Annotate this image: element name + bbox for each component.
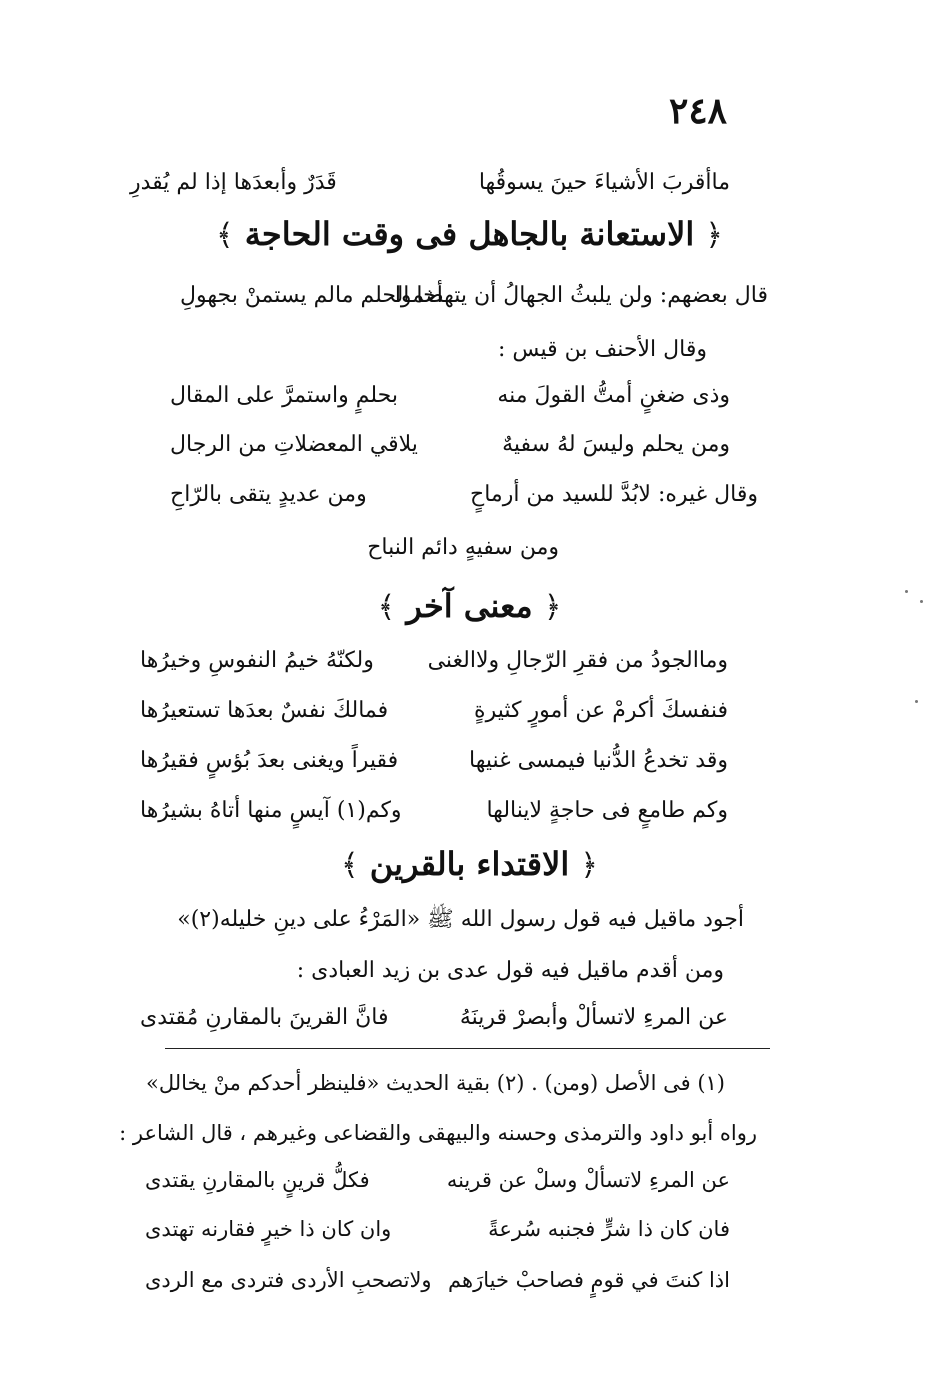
verse-line: [170, 383, 730, 423]
section-heading: [0, 587, 939, 625]
speck: [905, 590, 908, 593]
speck: [915, 700, 918, 703]
text-line: وقال الأحنف بن قيس :: [498, 337, 707, 362]
verse-line: [170, 432, 730, 472]
footnote-verse: [145, 1168, 730, 1208]
verse-line: [180, 283, 768, 323]
section-heading: [0, 845, 939, 883]
heading-text: معنى آخر: [406, 587, 533, 625]
heading-bracket-open: ﴿: [543, 590, 562, 625]
verse-second-hemistich: ولكنّهُ خيمُ النفوسِ وخيرُها: [140, 648, 374, 673]
verse-second-hemistich: فكلُّ قرينٍ بالمقارنِ يقتدى: [145, 1168, 370, 1192]
section-heading: [0, 215, 939, 253]
verse-first-hemistich: فان كان ذا شرٍّ فجنبه سُرعةً: [488, 1217, 730, 1241]
heading-text: الاقتداء بالقرين: [369, 845, 570, 883]
verse-line: [140, 748, 728, 788]
heading-text: الاستعانة بالجاهل فى وقت الحاجة: [244, 215, 695, 253]
verse-line: [130, 170, 730, 210]
verse-first-hemistich: وقال غيره: لابُدَّ للسيد من أرماحٍ: [470, 482, 758, 507]
footnote-divider: [165, 1048, 770, 1049]
footnote-verse: [145, 1268, 730, 1308]
verse-first-hemistich: عن المرءِ لاتسألْ وأبصرْ قرينَهُ: [459, 1005, 728, 1030]
verse-first-hemistich: عن المرءِ لاتسألْ وسلْ عن قرينه: [446, 1168, 730, 1192]
verse-second-hemistich: فمالكَ نفسٌ بعدَها تستعيرُها: [140, 698, 389, 723]
heading-bracket-close: ﴾: [377, 590, 396, 625]
verse-second-hemistich: بحلمٍ واستمرَّ على المقال: [170, 383, 398, 408]
verse-second-hemistich: قَدَرٌ وأبعدَها إذا لم يُقدرِ: [130, 170, 337, 195]
verse-second-hemistich: ومن عديدٍ يتقى بالرّاحِ: [170, 482, 367, 507]
verse-first-hemistich: ومن يحلم وليسَ لهُ سفيهٌ: [502, 432, 730, 457]
verse-first-hemistich: قال بعضهم: ولن يلبثُ الجهالُ أن يتهضموا: [394, 283, 768, 308]
text-line: ومن سفيهٍ دائم النباح: [367, 535, 559, 560]
footnote-verse: [145, 1217, 730, 1257]
verse-first-hemistich: وذى ضغنٍ أمتُّ القولَ منه: [497, 383, 730, 408]
verse-first-hemistich: وماالجودُ من فقرِ الرّجالِ ولاالغنى: [427, 648, 728, 673]
verse-second-hemistich: وكم(١) آيسٍ منها أتاهُ بشيرُها: [140, 798, 402, 823]
speck: [920, 600, 923, 603]
heading-bracket-open: ﴿: [580, 848, 598, 883]
verse-line: [140, 798, 728, 838]
verse-first-hemistich: اذا كنتَ في قومٍ فصاحبْ خيارَهم: [448, 1268, 730, 1292]
verse-line: [140, 1005, 728, 1045]
verse-first-hemistich: وقد تخدعُ الدُّنيا فيمسى غنيها: [469, 748, 728, 773]
verse-first-hemistich: ماأقربَ الأشياءَ حينَ يسوقُها: [478, 170, 730, 195]
verse-first-hemistich: فنفسكَ أكرمْ عن أمورٍ كثيرةٍ: [474, 698, 728, 723]
verse-line: [170, 482, 758, 522]
verse-second-hemistich: وان كان ذا خيرٍ فقارنه تهتدى: [145, 1217, 392, 1241]
verse-second-hemistich: أخا الحلم مالم يستمنْ بجهولِ: [180, 283, 443, 308]
page-number: ٢٤٨: [668, 90, 727, 132]
heading-bracket-open: ﴿: [705, 218, 723, 253]
footnote-line: (١) فى الأصل (ومن) . (٢) بقية الحديث «فلينظر أحدكم منْ يخالل»: [146, 1071, 725, 1095]
heading-bracket-close: ﴾: [216, 218, 234, 253]
verse-second-hemistich: فانَّ القرينَ بالمقارنِ مُقتدى: [140, 1005, 389, 1030]
verse-second-hemistich: يلاقي المعضلاتِ من الرجال: [170, 432, 418, 457]
verse-first-hemistich: وكم طامعٍ فى حاجةٍ لاينالها: [486, 798, 728, 823]
text-line: ومن أقدم ماقيل فيه قول عدى بن زيد العبادى :: [296, 958, 724, 983]
text-line: أجود ماقيل فيه قول رسول الله ﷺ «المَرْءُ على دينِ خليله(٢)»: [177, 907, 744, 932]
verse-line: [140, 698, 728, 738]
heading-bracket-close: ﴾: [341, 848, 359, 883]
verse-second-hemistich: فقيراً ويغنى بعدَ بُؤسٍ فقيرُها: [140, 748, 399, 773]
verse-second-hemistich: ولاتصحبِ الأردى فتردى مع الردى: [145, 1268, 432, 1292]
verse-line: [140, 648, 728, 688]
footnote-line: رواه أبو داود والترمذى وحسنه والبيهقى والقضاعى وغيرهم ، قال الشاعر :: [119, 1121, 757, 1145]
